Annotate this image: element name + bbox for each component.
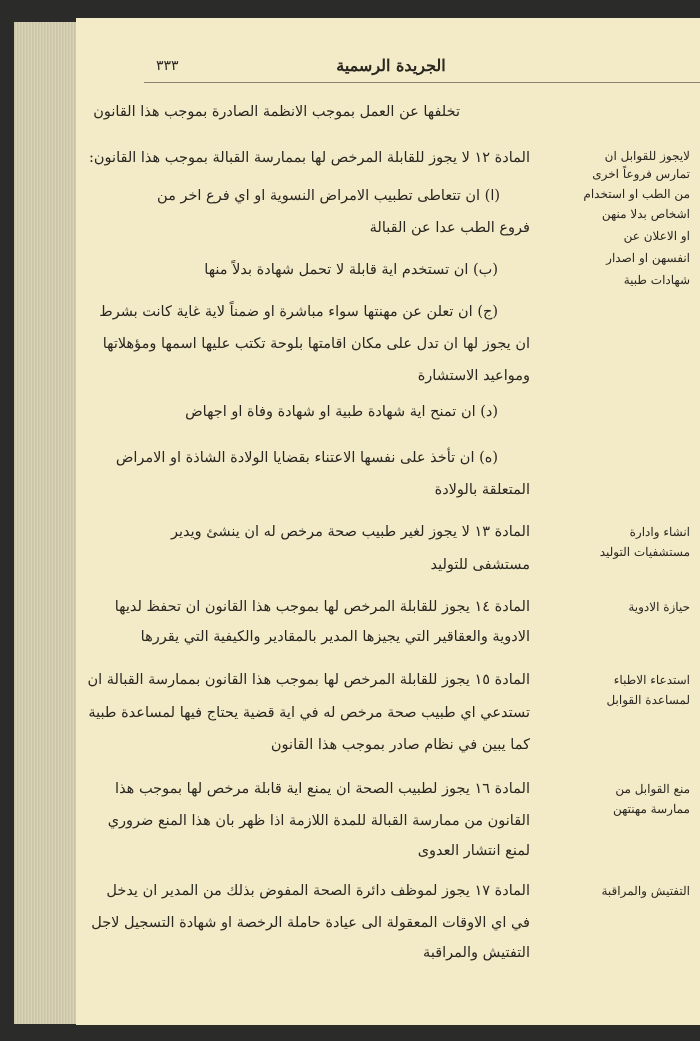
article-14-heading: المادة ١٤ يجوز للقابلة المرخص لها بموجب هذا القانون ان تحفظ لديها — [114, 599, 530, 615]
header-rule — [144, 82, 700, 83]
margin-note: منع القوابل من — [615, 782, 690, 796]
body-line: لمنع انتشار العدوى — [417, 843, 530, 859]
article-13-heading: المادة ١٣ لا يجوز لغير طبيب صحة مرخص له ان ينشئ ويدير — [171, 524, 530, 540]
body-line: تخلفها عن العمل بموجب الانظمة الصادرة بموجب هذا القانون — [93, 104, 460, 120]
margin-note: لمساعدة القوابل — [606, 693, 690, 707]
margin-note: تمارس فروعاً اخرى — [592, 167, 690, 181]
article-15-heading: المادة ١٥ يجوز للقابلة المرخص لها بموجب هذا القانون بممارسة القبالة ان — [87, 672, 530, 688]
article-12-heading: المادة ١٢ لا يجوز للقابلة المرخص لها بممارسة القبالة بموجب هذا القانون: — [89, 150, 530, 166]
article-17-heading: المادة ١٧ يجوز لموظف دائرة الصحة المفوض بذلك من المدير ان يدخل — [106, 883, 530, 899]
margin-note: لايجوز للقوابل ان — [604, 149, 690, 163]
page-edges — [14, 22, 76, 1024]
margin-note: استدعاء الاطباء — [613, 673, 690, 687]
body-line: فروع الطب عدا عن القبالة — [369, 220, 530, 236]
body-line: كما يبين في نظام صادر بموجب هذا القانون — [270, 737, 530, 753]
margin-note: انفسهن او اصدار — [606, 251, 690, 265]
body-line: مستشفى للتوليد — [430, 557, 530, 573]
margin-note: من الطب او استخدام — [583, 187, 690, 201]
body-line: (ه) ان تأخذ على نفسها الاعتناء بقضايا الولادة الشاذة او الامراض — [115, 450, 498, 466]
margin-note: التفتيش والمراقبة — [601, 884, 690, 898]
body-line: القانون من ممارسة القبالة للمدة اللازمة اذا ظهر بان هذا المنع ضروري — [107, 813, 530, 829]
body-line: الادوية والعقاقير التي يجيزها المدير بالمقادير والكيفية التي يقررها — [140, 629, 530, 645]
margin-note: او الاعلان عن — [623, 229, 690, 243]
page-number: ٣٣٣ — [156, 58, 179, 74]
margin-note: مستشفيات التوليد — [599, 545, 690, 559]
body-line: تستدعي اي طبيب صحة مرخص له في اية قضية يحتاج فيها لمساعدة طبية — [88, 705, 530, 721]
margin-note: انشاء وادارة — [629, 525, 690, 539]
margin-note: اشخاص بدلا منهن — [601, 207, 690, 221]
margin-note: شهادات طبية — [623, 273, 690, 287]
body-line: ان يجوز لها ان تدل على مكان اقامتها بلوحة تكتب عليها اسمها ومؤهلاتها — [102, 336, 530, 352]
article-16-heading: المادة ١٦ يجوز لطبيب الصحة ان يمنع اية قابلة مرخص لها بموجب هذا — [115, 781, 530, 797]
body-line: ومواعيد الاستشارة — [417, 368, 530, 384]
page-title: الجريدة الرسمية — [336, 56, 446, 75]
body-line: في اي الاوقات المعقولة الى عيادة حاملة الرخصة او شهادة التسجيل لاجل — [91, 915, 530, 931]
body-line: (ب) ان تستخدم اية قابلة لا تحمل شهادة بدلاً منها — [204, 262, 498, 278]
body-line: المتعلقة بالولادة — [434, 482, 530, 498]
body-line: التفتيش والمراقبة — [423, 945, 530, 961]
document-page — [76, 18, 700, 1025]
margin-note: حيازة الادوية — [628, 600, 690, 614]
body-line: (ج) ان تعلن عن مهنتها سواء مباشرة او ضمناً لاية غاية كانت بشرط — [99, 304, 498, 320]
margin-note: ممارسة مهنتهن — [613, 802, 690, 816]
body-line: (ا) ان تتعاطى تطبيب الامراض النسوية او اي فرع اخر من — [157, 188, 500, 204]
body-line: (د) ان تمنح اية شهادة طبية او شهادة وفاة او اجهاض — [185, 404, 498, 420]
